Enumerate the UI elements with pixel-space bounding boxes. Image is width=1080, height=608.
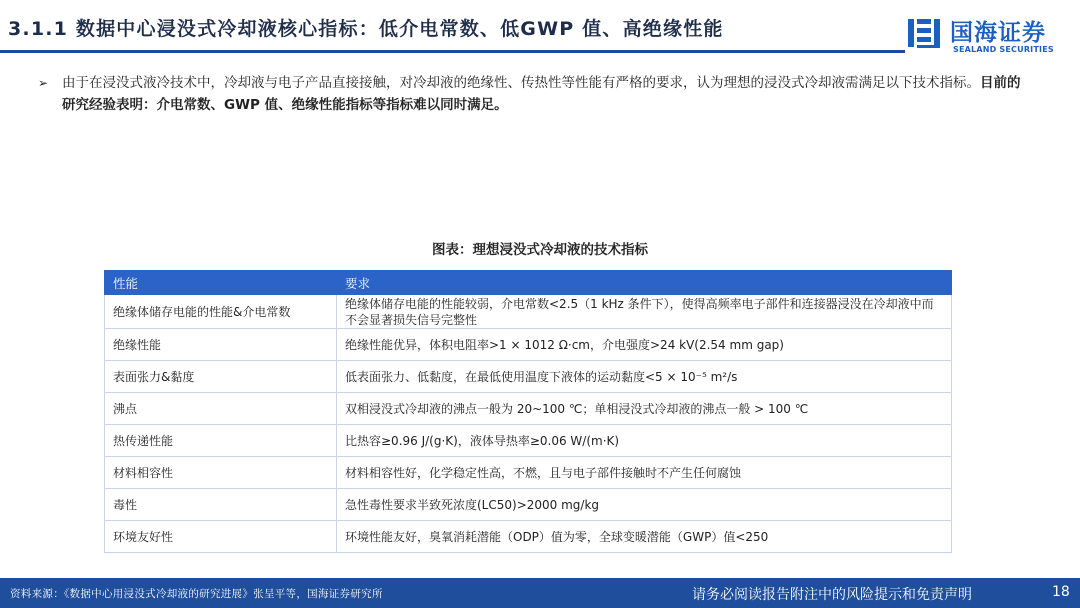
table-row — [105, 521, 952, 553]
table-cell-requirement: 双相浸没式冷却液的沸点一般为 20~100 ℃；单相浸没式冷却液的沸点一般 > 100 ℃ — [337, 393, 952, 425]
table-row — [105, 425, 952, 457]
table-cell-property: 热传递性能 — [105, 425, 337, 457]
intro-bullet — [40, 72, 1030, 116]
table-cell-property: 毒性 — [105, 489, 337, 521]
intro-text-bold: 目前的研究经验表明：介电常数、GWP 值、绝缘性能指标等指标难以同时满足。 — [62, 75, 1021, 113]
table-cell-requirement: 低表面张力、低黏度，在最低使用温度下液体的运动黏度<5 × 10⁻⁵ m²/s — [337, 361, 952, 393]
page-title: 3.1.1 数据中心浸没式冷却液核心指标：低介电常数、低GWP 值、高绝缘性能 — [8, 18, 724, 40]
title-divider — [0, 50, 905, 53]
table-cell-requirement: 材料相容性好，化学稳定性高，不燃，且与电子部件接触时不产生任何腐蚀 — [337, 457, 952, 489]
table-cell-property: 表面张力&黏度 — [105, 361, 337, 393]
logo-name-en: SEALAND SECURITIES — [953, 45, 1054, 54]
disclaimer-link[interactable]: 请务必阅读报告附注中的风险提示和免责声明 — [692, 587, 972, 603]
logo-name-cn: 国海证券 — [950, 20, 1046, 46]
table-row — [105, 457, 952, 489]
table-cell-requirement: 比热容≥0.96 J/(g·K)，液体导热率≥0.06 W/(m·K) — [337, 425, 952, 457]
table-row — [105, 295, 952, 329]
table-row — [105, 361, 952, 393]
page-number: 18 — [1052, 584, 1070, 600]
footer-bar — [0, 578, 1080, 608]
intro-text-plain: 由于在浸没式液冷技术中，冷却液与电子产品直接接触，对冷却液的绝缘性、传热性等性能有严格的要求，认为理想的浸没式冷却液需满足以下技术指标。 — [62, 75, 980, 91]
table-cell-property: 环境友好性 — [105, 521, 337, 553]
table-cell-property: 沸点 — [105, 393, 337, 425]
table-cell-property: 材料相容性 — [105, 457, 337, 489]
table-cell-property: 绝缘性能 — [105, 329, 337, 361]
table-cell-requirement: 绝缘体储存电能的性能较弱，介电常数<2.5（1 kHz 条件下），使得高频率电子部件和连接器浸没在冷却液中而不会显著损失信号完整性 — [337, 295, 952, 329]
table-header-requirement: 要求 — [337, 271, 952, 295]
table-header-performance: 性能 — [105, 271, 337, 295]
table-row — [105, 329, 952, 361]
table-row — [105, 393, 952, 425]
intro-text — [40, 72, 1030, 116]
table-cell-requirement: 环境性能友好，臭氧消耗潜能（ODP）值为零，全球变暖潜能（GWP）值<250 — [337, 521, 952, 553]
sealand-logo-icon — [908, 16, 944, 50]
source-note: 资料来源：《数据中心用浸没式冷却液的研究进展》张呈平等，国海证券研究所 — [10, 588, 383, 600]
table-header-row — [105, 271, 952, 295]
table-cell-property: 绝缘体储存电能的性能&介电常数 — [105, 295, 337, 329]
arrow-bullet-icon: ➢ — [38, 76, 49, 90]
table-row — [105, 489, 952, 521]
table-cell-requirement: 绝缘性能优异，体积电阻率>1 × 1012 Ω·cm，介电强度>24 kV(2.54 mm gap) — [337, 329, 952, 361]
figure-title: 图表：理想浸没式冷却液的技术指标 — [432, 242, 648, 258]
table-cell-requirement: 急性毒性要求半致死浓度(LC50)>2000 mg/kg — [337, 489, 952, 521]
spec-table — [104, 270, 952, 553]
company-logo — [908, 12, 1068, 60]
